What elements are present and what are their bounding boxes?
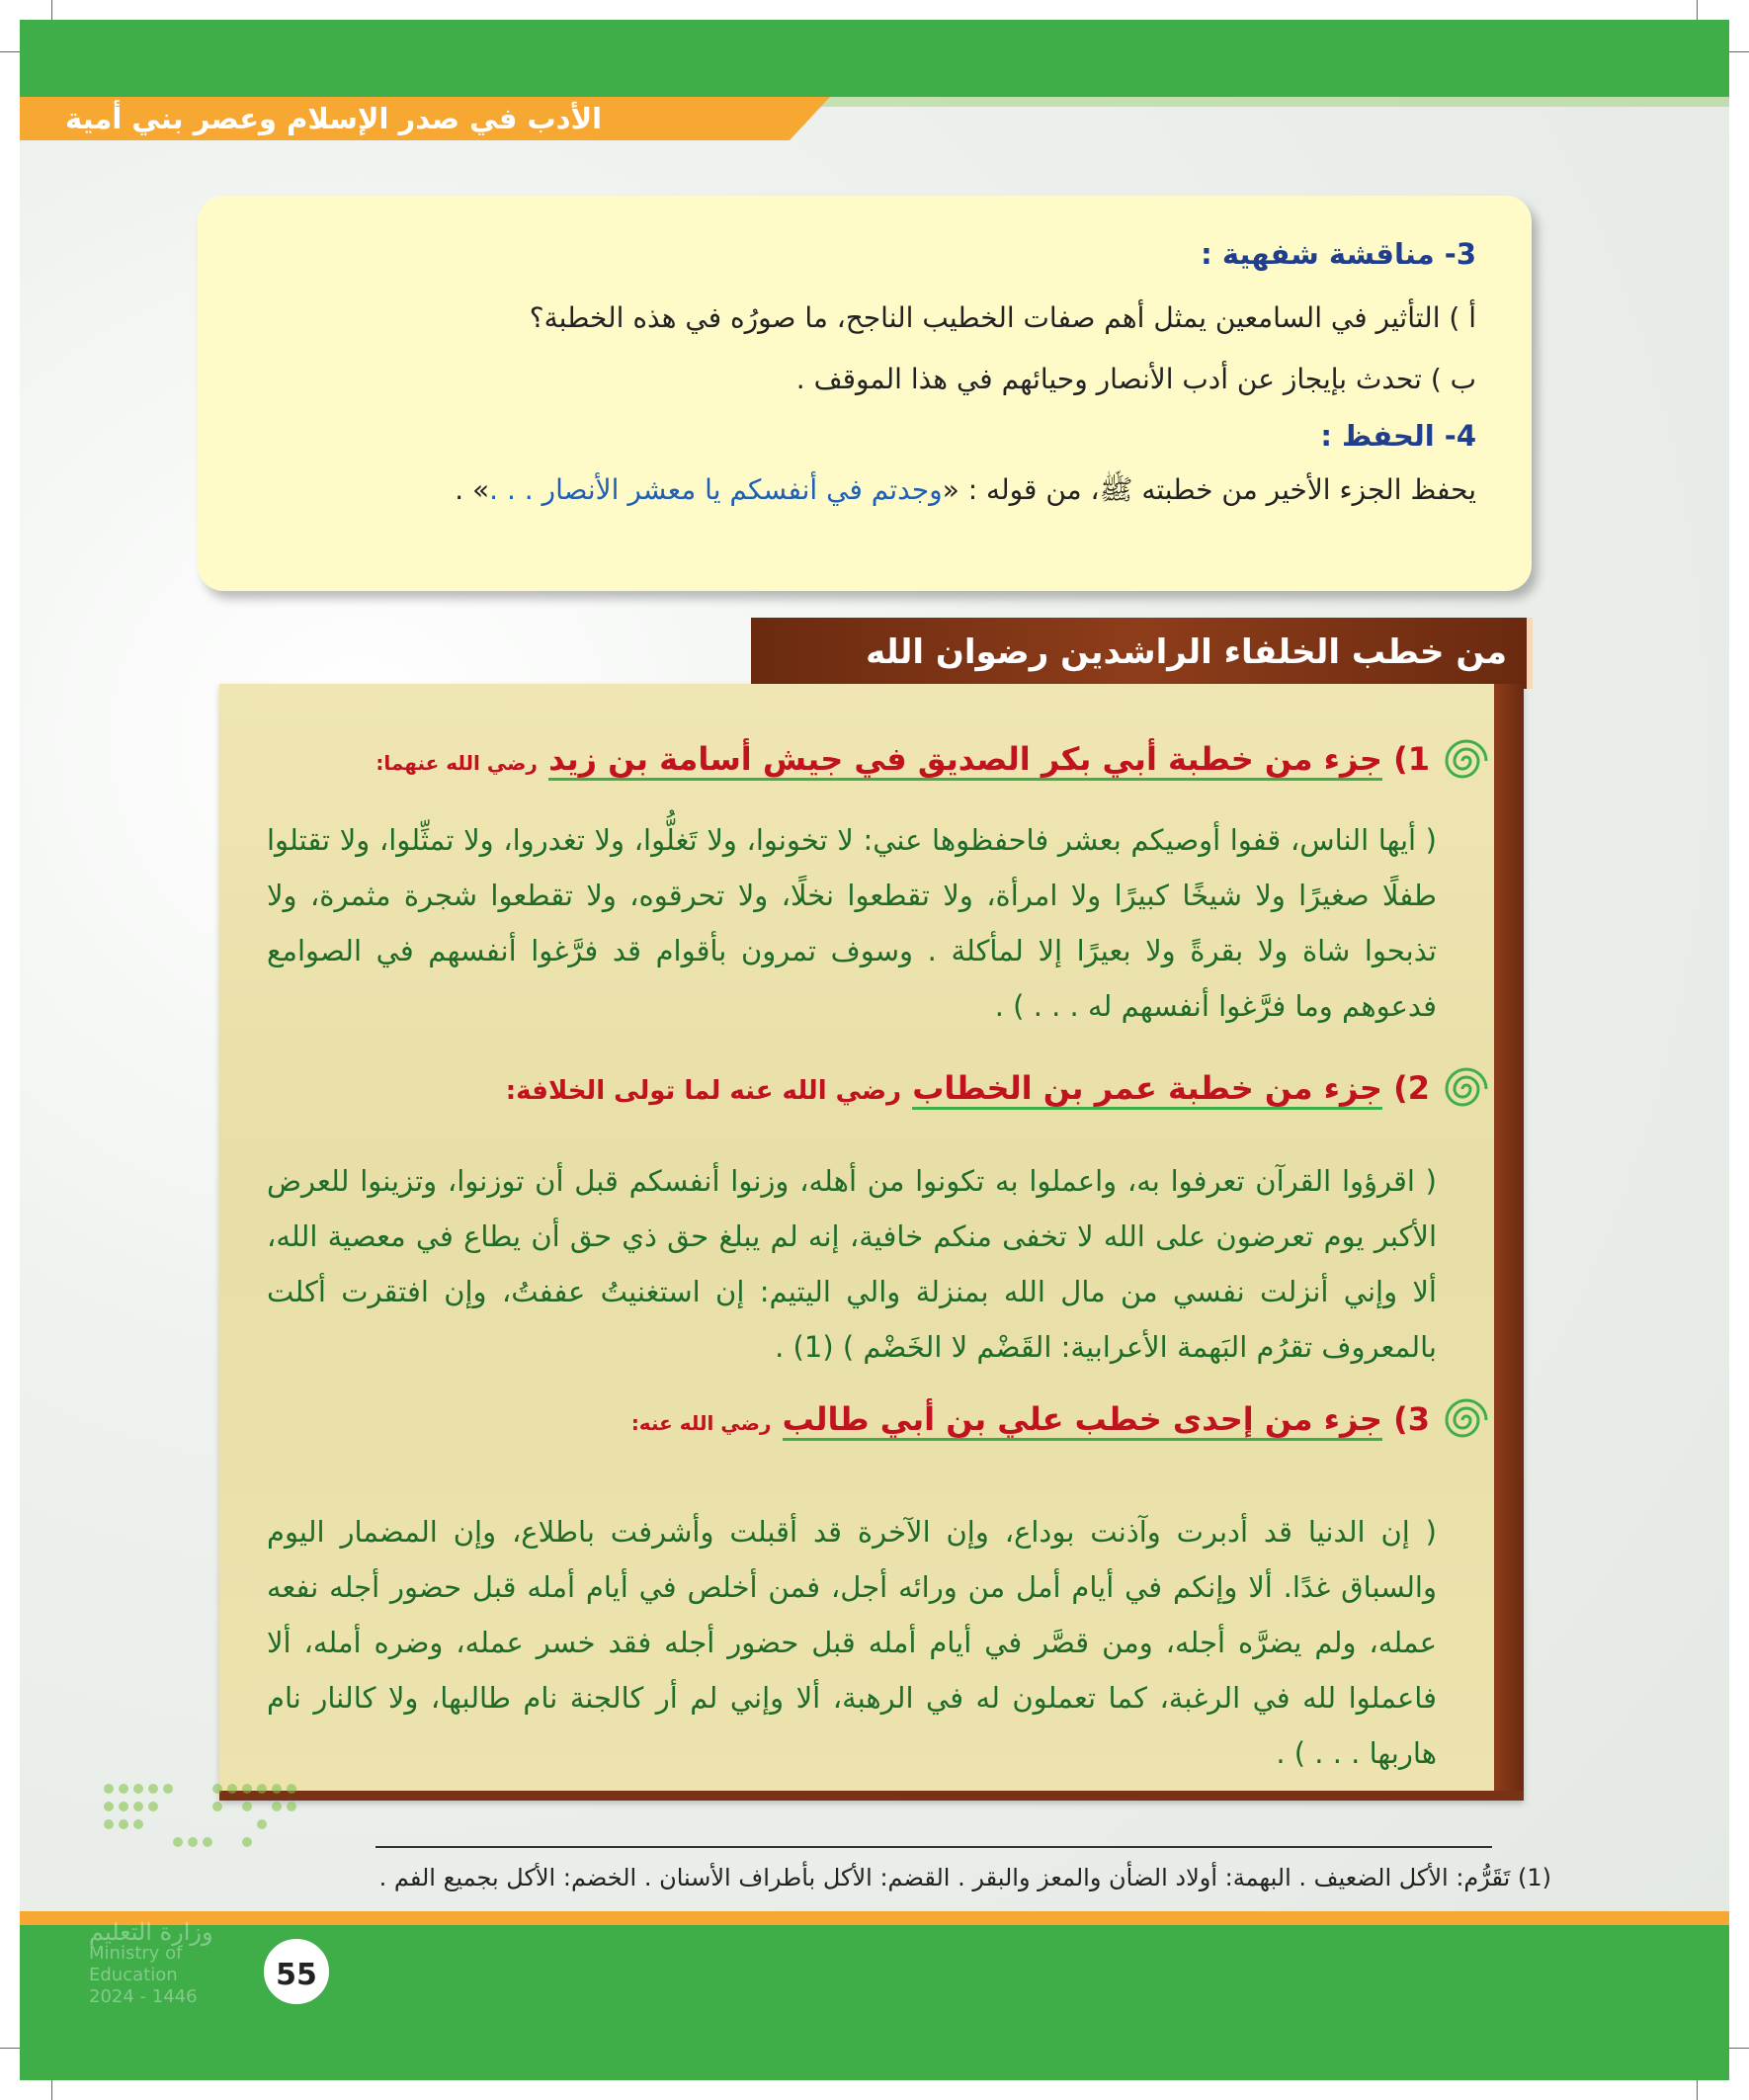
scroll-edge <box>1494 684 1524 1801</box>
ministry-wordmark <box>89 1918 257 2007</box>
speech-3-title: جزء من إحدى خطب علي بن أبي طالب <box>783 1400 1382 1441</box>
memorization-suffix: » . <box>455 473 490 506</box>
speech-1-heading <box>375 735 1430 783</box>
speech-3-honorific: رضي الله عنه: <box>630 1411 772 1435</box>
memorization-quote: وجدتم في أنفسكم يا معشر الأنصار . . . <box>489 473 943 506</box>
ministry-name-en: Ministry of Education <box>89 1943 183 1985</box>
scroll-bottom-edge <box>219 1791 1524 1801</box>
memorization-text <box>257 468 1476 512</box>
speech-2-honorific: رضي الله عنه لما تولى الخلافة: <box>505 1076 902 1106</box>
speech-3-heading <box>631 1395 1430 1443</box>
question-b: ب ) تحدث بإيجاز عن أدب الأنصار وحيائهم في هذا الموقف . <box>795 363 1476 395</box>
speeches-panel <box>219 684 1524 1801</box>
top-green-band <box>20 20 1729 97</box>
speech-1-title: جزء من خطبة أبي بكر الصديق في جيش أسامة بن زيد <box>548 740 1382 781</box>
speech-3-text: ( إن الدنيا قد أدبرت وآذنت بوداع، وإن الآخرة قد أقبلت وأشرفت باطلاع، وإن المضمار اليوم والسباق غدًا. ألا وإنكم في أيام أمل من ورائه أجل، فمن أخلص في أيام أمله قبل حضور أجله نفعه عمله، ولم يضرَّه أجله، ومن قصَّر في أيام أمله قبل حضور أجله فقد خسر عمله، وضره أمله، ألا فاعملوا لله في الرغبة، كما تعملون له في الرهبة، ألا وإني لم أر كالجنة نام طالبها، ولا كالنار نام هاربها . . . ) . <box>267 1515 1437 1770</box>
spiral-ornament-icon <box>1437 1059 1496 1119</box>
spiral-ornament-icon <box>1437 731 1496 791</box>
section-title: من خطب الخلفاء الراشدين رضوان الله <box>866 632 1507 672</box>
speech-2-text: ( اقرؤوا القرآن تعرفوا به، واعملوا به تكونوا من أهله، وزنوا أنفسكم قبل أن توزنوا، وتزينوا للعرض الأكبر يوم تعرضون على الله لا تخفى منكم خافية، إنه لم يبلغ حق ذي حق أن يطاع في معصية الله، ألا وإني أنزلت نفسي من مال الله بمنزلة والي اليتيم: إن استغنيتُ عففتُ، وإن افتقرت أكلت بالمعروف تقرُم البَهمة الأعرابية: القَضْم لا الخَضْم ) (1) . <box>267 1164 1437 1364</box>
footnote: (1) تَقَرُّم: الأكل الضعيف . البهمة: أولاد الضأن والمعز والبقر . القضم: الأكل بأطراف الأسنان . الخضم: الأكل بجميع الفم . <box>378 1864 1551 1891</box>
page-number: 55 <box>260 1935 333 2008</box>
speech-2-title: جزء من خطبة عمر بن الخطاب <box>912 1069 1382 1110</box>
memorization-heading: 4- الحفظ : <box>1320 419 1476 453</box>
ministry-name-ar: وزارة التعليم <box>89 1918 213 1946</box>
oral-discussion-heading: 3- مناقشة شفهية : <box>1201 237 1476 271</box>
speech-2-number: 2) <box>1393 1069 1430 1107</box>
ministry-year: 2024 - 1446 <box>89 1986 198 2007</box>
speech-1-honorific: رضي الله عنهما: <box>375 751 538 775</box>
footnote-divider <box>375 1846 1492 1848</box>
speech-2-heading <box>506 1064 1430 1112</box>
question-a: أ ) التأثير في السامعين يمثل أهم صفات الخطيب الناجح، ما صورُه في هذه الخطبة؟ <box>529 301 1476 334</box>
memorization-prefix: يحفظ الجزء الأخير من خطبته ﷺ، من قوله : « <box>942 473 1476 506</box>
spiral-ornament-icon <box>1437 1390 1496 1450</box>
bottom-orange-strip <box>20 1911 1729 1925</box>
discussion-box <box>198 196 1532 591</box>
ministry-logo-icon <box>99 1779 306 1868</box>
speech-1-text: ( أيها الناس، قفوا أوصيكم بعشر فاحفظوها عني: لا تخونوا، ولا تَغلُّوا، ولا تغدروا، ولا تمثِّلوا، ولا تقتلوا طفلًا صغيرًا ولا شيخًا كبيرًا ولا امرأة، ولا تقطعوا نخلًا، ولا تحرقوه، ولا تقطعوا شجرة مثمرة، ولا تذبحوا شاة ولا بقرةً ولا بعيرًا إلا لمأكلة . وسوف تمرون بأقوام قد فرَّغوا أنفسهم في الصوامع فدعوهم وما فرَّغوا أنفسهم له . . . ) . <box>267 823 1437 1023</box>
speech-3-number: 3) <box>1393 1400 1430 1438</box>
chapter-title: الأدب في صدر الإسلام وعصر بني أمية <box>65 102 603 135</box>
speech-1-number: 1) <box>1393 740 1430 778</box>
